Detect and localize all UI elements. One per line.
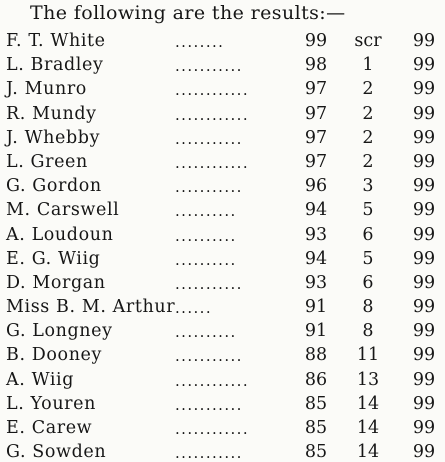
competitor-name: L. Youren bbox=[6, 393, 96, 414]
competitor-name: G. Longney bbox=[6, 321, 113, 342]
handicap-value: 14 bbox=[356, 442, 380, 462]
results-heading: The following are the results:— bbox=[30, 2, 346, 24]
leader-dots: .......... bbox=[175, 250, 237, 269]
leader-dots: ........... bbox=[175, 347, 243, 366]
result-row bbox=[0, 102, 445, 126]
total-value: 99 bbox=[412, 176, 436, 197]
handicap-value: 2 bbox=[362, 151, 374, 172]
score-value: 99 bbox=[304, 31, 328, 51]
result-row bbox=[0, 295, 445, 319]
total-value: 99 bbox=[412, 442, 436, 462]
leader-dots: ........... bbox=[175, 129, 243, 148]
handicap-value: 14 bbox=[356, 393, 380, 414]
handicap-value: 14 bbox=[356, 418, 380, 438]
competitor-name: G. Gordon bbox=[6, 176, 102, 197]
result-row bbox=[0, 77, 445, 101]
result-row bbox=[0, 416, 445, 440]
score-value: 97 bbox=[304, 79, 328, 100]
total-value: 99 bbox=[412, 345, 436, 366]
result-row bbox=[0, 343, 445, 367]
handicap-value: 8 bbox=[362, 321, 374, 342]
total-value: 99 bbox=[412, 200, 436, 221]
total-value: 99 bbox=[412, 321, 436, 342]
score-value: 85 bbox=[304, 418, 328, 438]
total-value: 99 bbox=[412, 79, 436, 100]
score-value: 94 bbox=[304, 248, 328, 269]
result-row bbox=[0, 271, 445, 295]
result-row bbox=[0, 150, 445, 174]
total-value: 99 bbox=[412, 224, 436, 245]
score-value: 88 bbox=[304, 345, 328, 366]
total-value: 99 bbox=[412, 393, 436, 414]
competitor-name: G. Sowden bbox=[6, 442, 107, 462]
leader-dots: ............ bbox=[175, 371, 250, 390]
leader-dots: ............ bbox=[175, 420, 250, 438]
total-value: 99 bbox=[412, 418, 436, 438]
competitor-name: L. Bradley bbox=[6, 55, 104, 76]
score-value: 85 bbox=[304, 442, 328, 462]
leader-dots: .......... bbox=[175, 226, 237, 245]
handicap-value: 1 bbox=[362, 55, 374, 76]
leader-dots: ............ bbox=[175, 81, 250, 100]
leader-dots: ...... bbox=[175, 299, 213, 318]
result-row bbox=[0, 319, 445, 343]
result-row bbox=[0, 174, 445, 198]
total-value: 99 bbox=[412, 369, 436, 390]
result-row bbox=[0, 247, 445, 271]
total-value: 99 bbox=[412, 103, 436, 124]
competitor-name: J. Whebby bbox=[6, 127, 101, 148]
total-value: 99 bbox=[412, 272, 436, 293]
handicap-value: 2 bbox=[362, 103, 374, 124]
handicap-value: 6 bbox=[362, 224, 374, 245]
score-value: 85 bbox=[304, 393, 328, 414]
leader-dots: ............ bbox=[175, 153, 250, 172]
score-value: 98 bbox=[304, 55, 328, 76]
competitor-name: F. T. White bbox=[6, 31, 106, 51]
result-row bbox=[0, 198, 445, 222]
competitor-name: A. Wiig bbox=[6, 369, 75, 390]
competitor-name: E. G. Wiig bbox=[6, 248, 101, 269]
result-row bbox=[0, 29, 445, 53]
leader-dots: ........ bbox=[175, 33, 225, 51]
handicap-value: 11 bbox=[356, 345, 380, 366]
handicap-value: 8 bbox=[362, 297, 374, 318]
total-value: 99 bbox=[412, 248, 436, 269]
score-value: 94 bbox=[304, 200, 328, 221]
score-value: 93 bbox=[304, 224, 328, 245]
score-value: 91 bbox=[304, 297, 328, 318]
results-table bbox=[0, 29, 445, 462]
result-row bbox=[0, 223, 445, 247]
leader-dots: ........... bbox=[175, 395, 243, 414]
result-row bbox=[0, 126, 445, 150]
score-value: 86 bbox=[304, 369, 328, 390]
result-row bbox=[0, 53, 445, 77]
handicap-value: 5 bbox=[362, 200, 374, 221]
score-value: 96 bbox=[304, 176, 328, 197]
competitor-name: D. Morgan bbox=[6, 272, 106, 293]
result-row bbox=[0, 440, 445, 462]
handicap-value: 5 bbox=[362, 248, 374, 269]
handicap-value: scr bbox=[354, 31, 382, 51]
total-value: 99 bbox=[412, 55, 436, 76]
score-value: 97 bbox=[304, 127, 328, 148]
score-value: 91 bbox=[304, 321, 328, 342]
score-value: 97 bbox=[304, 151, 328, 172]
handicap-value: 13 bbox=[356, 369, 380, 390]
result-row bbox=[0, 368, 445, 392]
leader-dots: .......... bbox=[175, 323, 237, 342]
handicap-value: 2 bbox=[362, 79, 374, 100]
leader-dots: ........... bbox=[175, 178, 243, 197]
leader-dots: ............ bbox=[175, 105, 250, 124]
leader-dots: .......... bbox=[175, 202, 237, 221]
score-value: 93 bbox=[304, 272, 328, 293]
handicap-value: 2 bbox=[362, 127, 374, 148]
competitor-name: A. Loudoun bbox=[6, 224, 114, 245]
total-value: 99 bbox=[412, 127, 436, 148]
handicap-value: 6 bbox=[362, 272, 374, 293]
competitor-name: M. Carswell bbox=[6, 200, 120, 221]
total-value: 99 bbox=[412, 297, 436, 318]
competitor-name: J. Munro bbox=[6, 79, 87, 100]
competitor-name: E. Carew bbox=[6, 418, 93, 438]
score-value: 97 bbox=[304, 103, 328, 124]
competitor-name: L. Green bbox=[6, 151, 88, 172]
competitor-name: B. Dooney bbox=[6, 345, 103, 366]
total-value: 99 bbox=[412, 31, 436, 51]
handicap-value: 3 bbox=[362, 176, 374, 197]
competitor-name: Miss B. M. Arthur bbox=[6, 297, 176, 318]
result-row bbox=[0, 392, 445, 416]
leader-dots: ........... bbox=[175, 57, 243, 76]
total-value: 99 bbox=[412, 151, 436, 172]
competitor-name: R. Mundy bbox=[6, 103, 97, 124]
leader-dots: ........... bbox=[175, 444, 243, 462]
leader-dots: ........... bbox=[175, 274, 243, 293]
